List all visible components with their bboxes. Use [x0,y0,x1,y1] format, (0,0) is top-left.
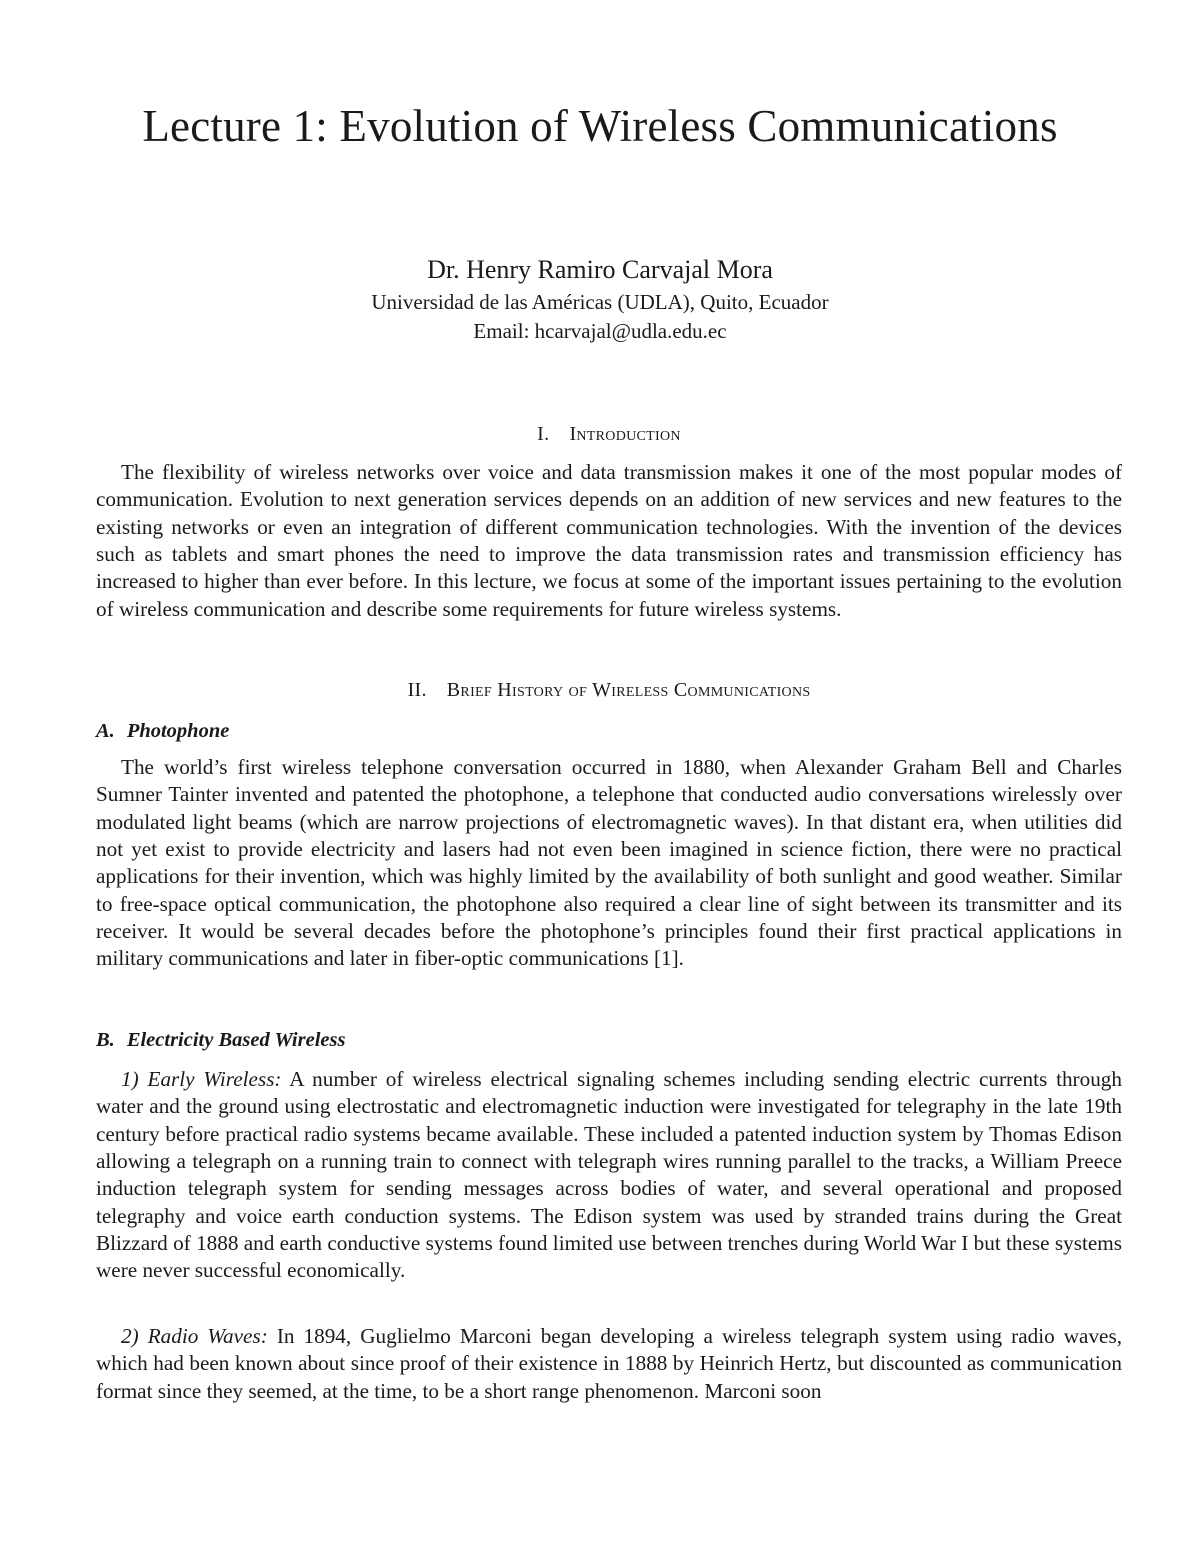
subsection-title: Photophone [126,720,230,742]
subsection-heading-electricity [96,1026,1122,1054]
early-wireless-body [96,1066,1122,1285]
paragraph-text: A number of wireless electrical signaling schemes including sending electric currents through water and the ground using electrostatic and electromagnetic induction were investigated for telegraphy in the late 19th century before practical radio systems became available. These included a patented induction system by Thomas Edison allowing a telegraph on a running train to connect with telegraph wires running parallel to the tracks, a William Preece induction telegraph system for sending messages across bodies of water, and several operational and proposed telegraphy and voice earth conduction systems. The Edison system was used by stranded trains during the Great Blizzard of 1888 and earth conductive systems found limited use between trenches during World War I but these systems were never successful economically. [96,1067,1122,1283]
subsection-heading-photophone [96,717,1122,745]
radio-waves-paragraph [96,1323,1122,1405]
section-heading-intro [96,420,1122,448]
author-affiliation: Universidad de las Américas (UDLA), Quito, Ecuador [371,290,829,314]
intro-paragraph: The flexibility of wireless networks over voice and data transmission makes it one of the most popular modes of communication. Evolution to next generation services depends on an addition of new services and new features to the existing networks or even an integration of different communication technologies. With the invention of the devices such as tablets and smart phones the need to improve the data transmission rates and transmission efficiency has increased to higher than ever before. In this lecture, we focus at some of the important issues pertaining to the evolution of wireless communication and describe some requirements for future wireless systems. [96,460,1122,621]
subsection-label: B. [96,1029,115,1051]
section-number: I. [537,423,550,445]
section-title: Brief History of Wireless Communications [446,679,811,701]
subsection-title: Electricity Based Wireless [126,1029,346,1051]
subsection-photophone [96,717,1122,745]
intro-body [96,459,1122,623]
section-history [96,676,1122,704]
section-intro [96,420,1122,448]
section-heading-history [96,676,1122,704]
paragraph-text: In 1894, Guglielmo Marconi began developing a wireless telegraph system using radio waves, which had been known about since proof of their existence in 1888 by Heinrich Hertz, but discounted as communication format since they seemed, at the time, to be a short range phenomenon. Marconi soon [96,1324,1122,1403]
section-title: Introduction [569,423,681,445]
author-block [0,252,1200,346]
author-email: Email: hcarvajal@udla.edu.ec [473,319,727,343]
subsection-electricity [96,1026,1122,1054]
section-number: II. [407,679,427,701]
paragraph-lead: 1) Early Wireless: [121,1067,282,1091]
author-name: Dr. Henry Ramiro Carvajal Mora [427,255,773,284]
early-wireless-paragraph [96,1066,1122,1285]
photophone-body [96,754,1122,973]
page-title: Lecture 1: Evolution of Wireless Communications [142,101,1058,151]
photophone-paragraph: The world’s first wireless telephone conversation occurred in 1880, when Alexander Graham Bell and Charles Sumner Tainter invented and patented the photophone, a telephone that conducted audio conversations wirelessly over modulated light beams (which are narrow projections of electromagnetic waves). In that distant era, when utilities did not yet exist to provide electricity and lasers had not even been imagined in science fiction, there were no practical applications for their invention, which was highly limited by the availability of both sunlight and good weather. Similar to free-space optical communication, the photophone also required a clear line of sight between its transmitter and its receiver. It would be several decades before the photophone’s principles found their first practical applications in military communications and later in fiber-optic communications [1]. [96,755,1122,971]
paragraph-lead: 2) Radio Waves: [121,1324,268,1348]
radio-waves-body [96,1323,1122,1405]
subsection-label: A. [96,720,115,742]
